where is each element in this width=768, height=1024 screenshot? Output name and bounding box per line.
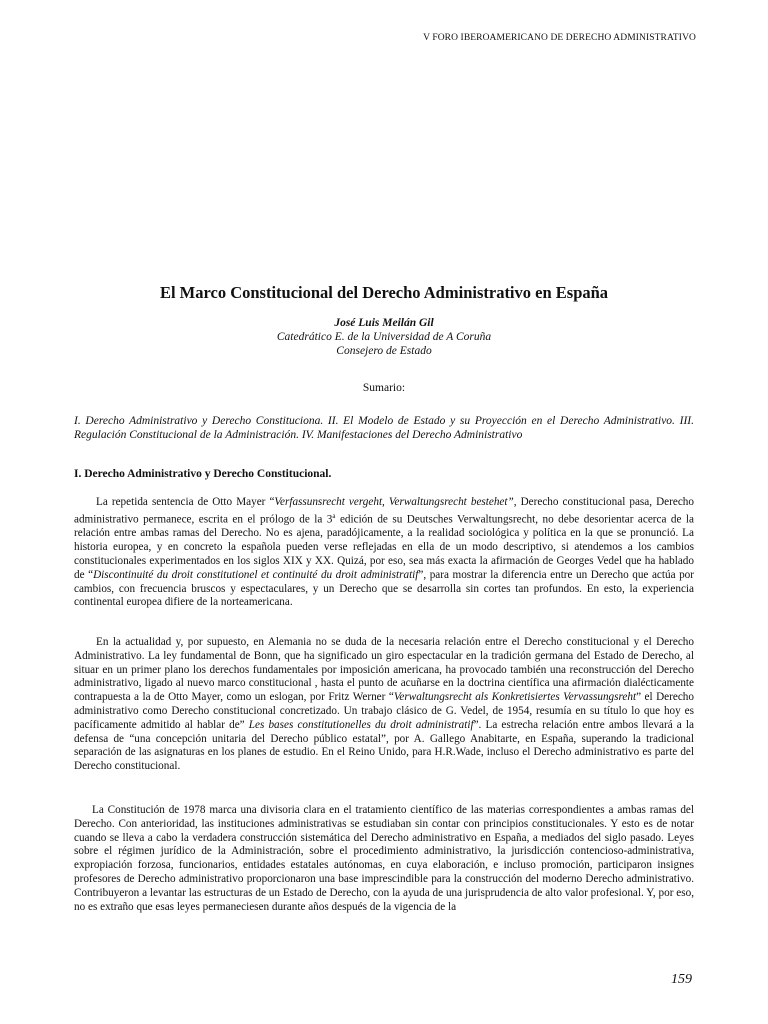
section-heading: I. Derecho Administrativo y Derecho Constitucional. bbox=[74, 468, 332, 480]
paragraph-2: En la actualidad y, por supuesto, en Alemania no se duda de la necesaria relación entre el Derecho constitucional y el Derecho Administrativo. La ley fundamental de Bonn, que ha significado un giro espectacular en la tradición germana del Estado de Derecho, al situar en un primer plano los derechos fundamentales por imposición americana, ha provocado también una reconstrucción del Derecho administrativo, ligado al nuevo marco constitucional , hasta el punto de acuñarse en la doctrina científica una afirmación dialécticamente contrapuesta a la de Otto Mayer, como un eslogan, por Fritz Werner “Verwaltungsrecht als Konkretisiertes Vervassungsreht” el Derecho administrativo como Derecho constitucional concretizado. Un trabajo clásico de G. Vedel, de 1954, resumía en su título lo que hoy es pacíficamente admitido al hablar de” Les bases constitutionelles du droit administratif”. La estrecha relación entre ambos llevará a la defensa de “una concepción unitaria del Derecho público estatal”, por A. Gallego Anabitarte, en España, superando la tradicional separación de las asignaturas en los planes de estudio. En el Reino Unido, para H.R.Wade, incluso el Derecho administrativo es parte del Derecho constitucional. bbox=[74, 636, 694, 773]
author-name: José Luis Meilán Gil bbox=[334, 317, 434, 329]
author-affiliation-2: Consejero de Estado bbox=[336, 345, 432, 357]
paragraph-1: La repetida sentencia de Otto Mayer “Verfassunsrecht vergeht, Verwaltungsrecht bestehet”, Derecho constitucional pasa, Derecho administrativo permanece, escrita en el prólogo de la 3$^a$ edición de su Deutsches Verwaltungsrecht, no debe desorientar acerca de la relación entre ambas ramas del Derecho. No es ajena, paradójicamente, a la realidad sociológica y política en la que se pronunció. La historia europea, y en concreto la española pueden verse reflejadas en ella de un modo descriptivo, si atendemos a los cambios constitucionales experimentados en los siglos XIX y XX. Quizá, por eso, sea más exacta la afirmación de Georges Vedel que ha hablado de “Discontinuité du droit constitutionel et continuité du droit administratif”, para mostrar la diferencia entre un Derecho que actúa por cambios, con frecuencia bruscos y espectaculares, y un Derecho que se desarrolla sin cortes tan profundos. En esto, la experiencia continental europea difiere de la norteamericana. bbox=[74, 496, 695, 609]
document-title: El Marco Constitucional del Derecho Administrativo en España bbox=[159, 283, 609, 302]
sumario-text: I. Derecho Administrativo y Derecho Constituciona. II. El Modelo de Estado y su Proyección en el Derecho Administrativo. III. Regulación Constitucional de la Administración. IV. Manifestaciones del Derecho Administrativo bbox=[74, 415, 694, 441]
running-header: V FORO IBEROAMERICANO DE DERECHO ADMINISTRATIVO bbox=[423, 33, 696, 43]
author-block bbox=[0, 316, 768, 358]
paragraph-3: La Constitución de 1978 marca una divisoria clara en el tratamiento científico de las materias correspondientes a ambas ramas del Derecho. Con anterioridad, las instituciones administrativas se estudiaban sin contar con principios constitucionales. Y esto es de notar cuando se lleva a cabo la verdadera construcción sistemática del Derecho administrativo en España, a mediados del siglo pasado. Leyes sobre el régimen jurídico de la Administración, sobre el procedimiento administrativo, la jurisdicción contencioso-administrativa, expropiación forzosa, funcionarios, entidades estatales autónomas, en cuya elaboración, e incluso promoción, participaron insignes profesores de Derecho administrativo proporcionaron una base imprescindible para la construcción del moderno Derecho administrativo. Contribuyeron a levantar las estructuras de un Estado de Derecho, con la ayuda de una jurisprudencia de alto valor profesional. Y, por eso, no es extraño que esas leyes permaneciesen durante años después de la vigencia de la bbox=[74, 804, 694, 913]
sumario-label: Sumario: bbox=[362, 382, 406, 394]
author-affiliation-1: Catedrático E. de la Universidad de A Coruña bbox=[276, 331, 492, 343]
page-number: 159 bbox=[671, 972, 692, 987]
